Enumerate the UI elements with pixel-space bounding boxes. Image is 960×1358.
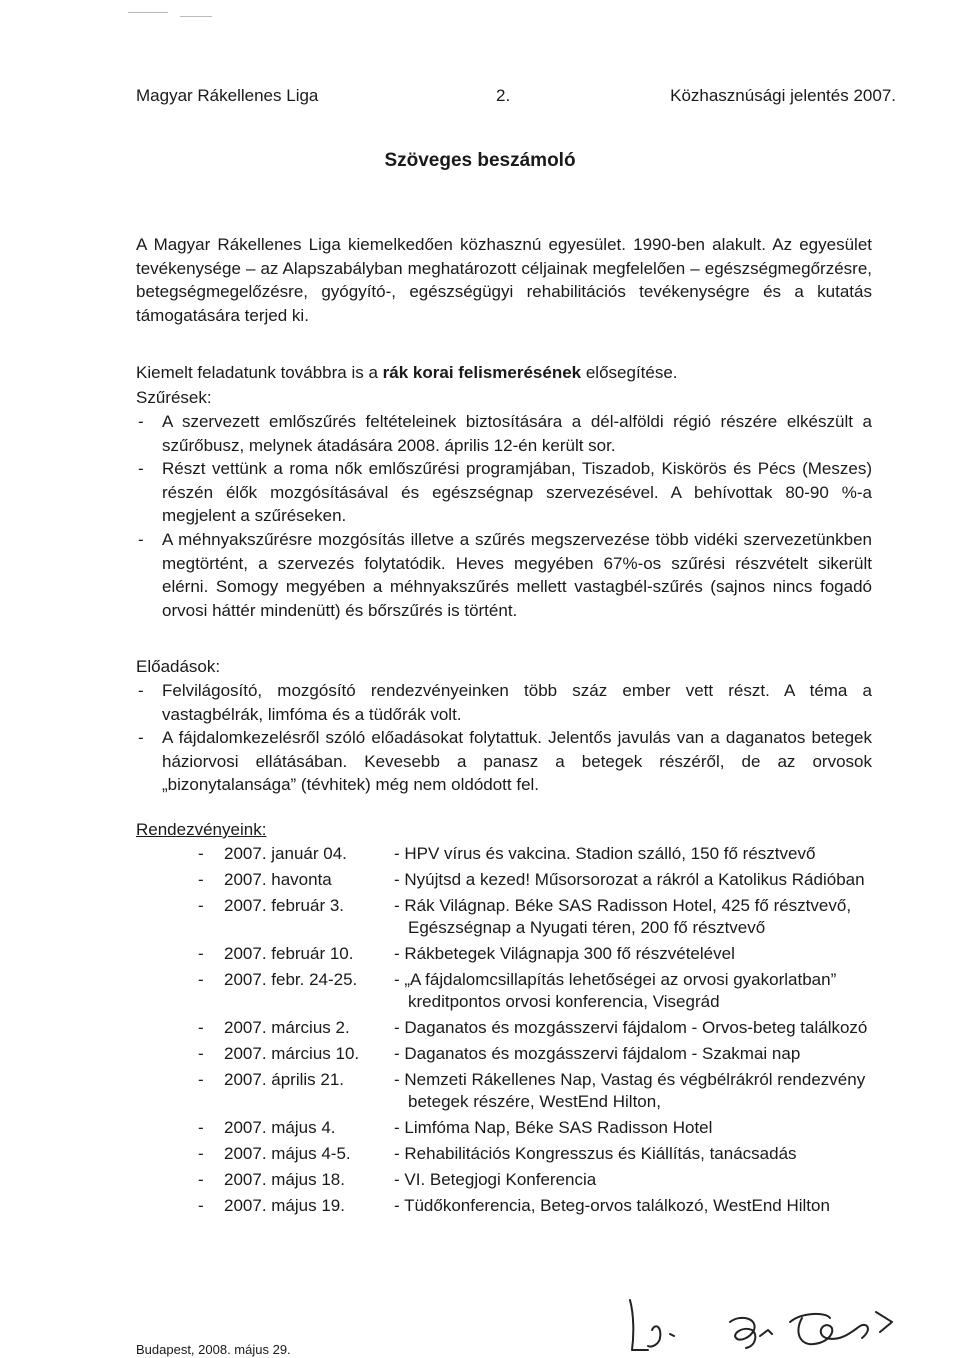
screening-item-text: Részt vettünk a roma nők emlőszűrési programjában, Tiszadob, Kiskörös és Pécs (Meszes) részén élők mozgósításával és egészségnap szervezésével. A behívottak 80-90 %-a megjelent a szűréseken. [162, 459, 872, 526]
event-date: 2007. január 04. [224, 844, 347, 863]
screenings-label: Szűrések: [136, 388, 212, 407]
mission-text-bold: rák korai felismerésének [382, 363, 582, 382]
event-row [136, 943, 896, 965]
header-page-number: 2. [496, 86, 511, 105]
bullet-dash: - [138, 681, 144, 700]
event-description: - Daganatos és mozgásszervi fájdalom - Szakmai nap [394, 1044, 801, 1063]
event-date: 2007. március 10. [224, 1044, 360, 1063]
scan-artifact-line [128, 12, 168, 13]
event-date: 2007. február 3. [224, 896, 345, 915]
event-description: - Tüdőkonferencia, Beteg-orvos találkozó, WestEnd Hilton [394, 1196, 830, 1215]
lecture-item-text: A fájdalomkezelésről szóló előadásokat folytattuk. Jelentős javulás van a daganatos betegek háziorvosi ellátásában. Kevesebb a panasz a betegek részéről, de az orvosok „bizonytalansága” (tévhitek) még nem oldódott fel. [162, 728, 872, 795]
screening-item [136, 528, 872, 622]
bullet-dash: - [198, 970, 204, 989]
event-date: 2007. május 18. [224, 1170, 345, 1189]
bullet-dash: - [138, 459, 144, 478]
event-date: 2007. május 19. [224, 1196, 345, 1215]
mission-text-before: Kiemelt feladatunk továbbra is a [136, 363, 383, 382]
event-date: 2007. április 21. [224, 1070, 345, 1089]
event-date: 2007. havonta [224, 870, 332, 889]
event-date: 2007. március 2. [224, 1018, 350, 1037]
event-date: 2007. febr. 24-25. [224, 970, 358, 989]
event-row [136, 869, 896, 891]
bullet-dash: - [198, 870, 204, 889]
bullet-dash: - [198, 844, 204, 863]
event-row [136, 1169, 896, 1191]
lecture-item [136, 726, 872, 797]
footer-place-date: Budapest, 2008. május 29. [136, 1342, 291, 1357]
scan-artifact-line [180, 16, 212, 17]
header-report-title: Közhasznúsági jelentés 2007. [670, 86, 896, 105]
bullet-dash: - [138, 530, 144, 549]
bullet-dash: - [138, 728, 144, 747]
screening-item [136, 410, 872, 457]
lecture-item [136, 679, 872, 726]
header-organization: Magyar Rákellenes Liga [136, 86, 319, 105]
event-description: - Rehabilitációs Kongresszus és Kiállítás, tanácsadás [394, 1144, 797, 1163]
event-description: - Rákbetegek Világnapja 300 fő részvételével [394, 944, 735, 963]
event-row [136, 1069, 896, 1113]
event-description: - Rák Világnap. Béke SAS Radisson Hotel, 425 fő résztvevő, Egészségnap a Nyugati téren, 200 fő résztvevő [394, 896, 852, 937]
document-title: Szöveges beszámoló [384, 150, 576, 171]
bullet-dash: - [198, 1018, 204, 1037]
event-description: - Daganatos és mozgásszervi fájdalom - Orvos-beteg találkozó [394, 1018, 868, 1037]
bullet-dash: - [198, 1170, 204, 1189]
event-row [136, 1143, 896, 1165]
events-list [136, 843, 896, 1221]
lecture-item-text: Felvilágosító, mozgósító rendezvényeinken több száz ember vett részt. A téma a vastagbélrák, limfóma és a tüdőrák volt. [162, 681, 872, 724]
bullet-dash: - [198, 1070, 204, 1089]
event-description: - VI. Betegjogi Konferencia [394, 1170, 597, 1189]
event-date: 2007. május 4-5. [224, 1144, 351, 1163]
event-description: - HPV vírus és vakcina. Stadion szálló, 150 fő résztvevő [394, 844, 816, 863]
screening-item [136, 457, 872, 528]
screening-item-text: A méhnyakszűrésre mozgósítás illetve a szűrés megszervezése több vidéki szervezetünkben megtörtént, a szervezés folytatódik. Heves megyében 67%-os szűrési részvételt sikerült elérni. Somogy megyében a méhnyakszűrés mellett vastagbél-szűrés (sajnos nincs fogadó orvosi háttér mindenütt) és bőrszűrés is történt. [162, 530, 872, 620]
bullet-dash: - [198, 944, 204, 963]
lectures-label: Előadások: [136, 657, 221, 676]
event-row [136, 1117, 896, 1139]
event-date: 2007. május 4. [224, 1118, 336, 1137]
handwritten-signature [590, 1260, 920, 1355]
bullet-dash: - [198, 1118, 204, 1137]
events-label: Rendezvényeink: [136, 820, 267, 839]
event-row [136, 1195, 896, 1217]
event-row [136, 1043, 896, 1065]
event-row [136, 969, 896, 1013]
event-description: - „A fájdalomcsillapítás lehetőségei az orvosi gyakorlatban” kreditpontos orvosi konferencia, Visegrád [394, 970, 837, 1011]
page-header [136, 86, 896, 110]
screening-item-text: A szervezett emlőszűrés feltételeinek biztosítására a dél-alföldi régió részére elkészült a szűrőbusz, melynek átadására 2008. április 12-én került sor. [162, 412, 872, 455]
event-description: - Nemzeti Rákellenes Nap, Vastag és végbélrákról rendezvény betegek részére, WestEnd Hilton, [394, 1070, 866, 1111]
event-row [136, 843, 896, 865]
mission-paragraph [136, 361, 872, 385]
event-date: 2007. február 10. [224, 944, 354, 963]
mission-text-after: elősegítése. [581, 363, 678, 382]
event-row [136, 1017, 896, 1039]
bullet-dash: - [198, 1144, 204, 1163]
bullet-dash: - [198, 1196, 204, 1215]
bullet-dash: - [198, 896, 204, 915]
event-description: - Nyújtsd a kezed! Műsorsorozat a rákról a Katolikus Rádióban [394, 870, 865, 889]
bullet-dash: - [138, 412, 144, 431]
intro-paragraph: A Magyar Rákellenes Liga kiemelkedően közhasznú egyesület. 1990-ben alakult. Az egyesület tevékenysége – az Alapszabályban meghatározott céljainak megfelelően – egészségmegőrzésre, betegségmegelőzésre, gyógyító-, egészségügyi rehabilitációs tevékenységre és a kutatás támogatására terjed ki. [136, 235, 872, 325]
event-row [136, 895, 896, 939]
bullet-dash: - [198, 1044, 204, 1063]
event-description: - Limfóma Nap, Béke SAS Radisson Hotel [394, 1118, 713, 1137]
